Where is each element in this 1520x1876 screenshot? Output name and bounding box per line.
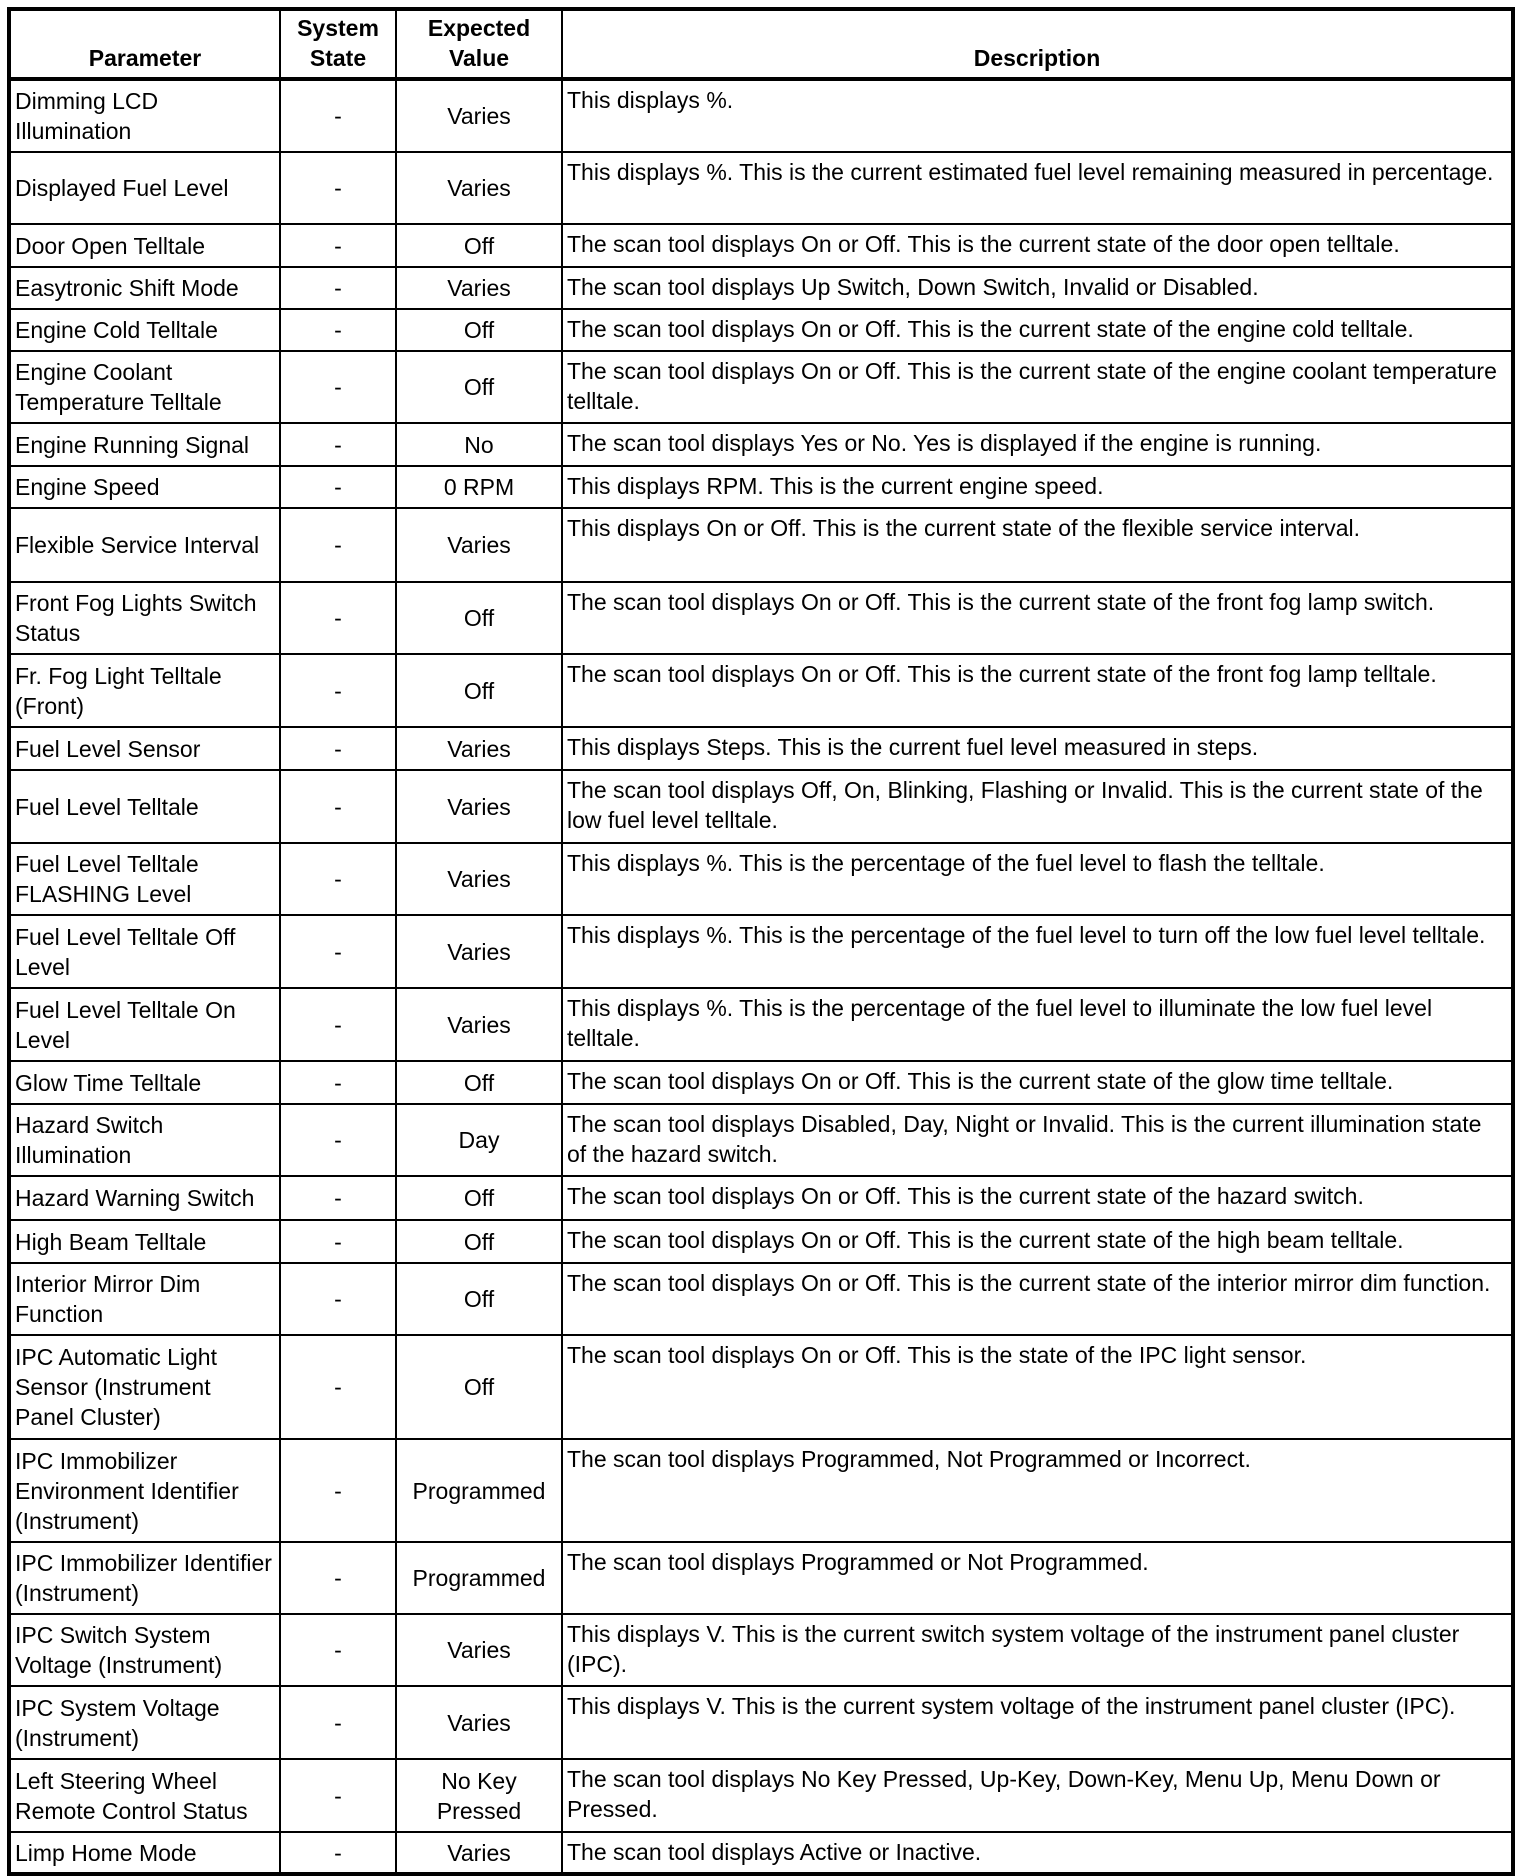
table-row: [9, 1614, 1513, 1686]
parameter-cell: Engine Cold Telltale: [9, 309, 280, 351]
table-row: [9, 508, 1513, 582]
expected-value-cell: Varies: [396, 508, 562, 582]
parameter-cell: Engine Running Signal: [9, 423, 280, 466]
expected-value-cell: Varies: [396, 267, 562, 309]
parameter-cell: Easytronic Shift Mode: [9, 267, 280, 309]
expected-value-cell: Varies: [396, 79, 562, 152]
system-state-cell: -: [280, 423, 396, 466]
description-cell: The scan tool displays On or Off. This is the current state of the front fog lamp telltale.: [562, 654, 1513, 727]
parameter-cell: IPC Immobilizer Environment Identifier (Instrument): [9, 1439, 280, 1542]
header-expected-value: Expected Value: [396, 9, 562, 79]
table-row: [9, 1220, 1513, 1263]
system-state-cell: -: [280, 1542, 396, 1614]
table-row: [9, 309, 1513, 351]
system-state-cell: -: [280, 988, 396, 1061]
table-row: [9, 152, 1513, 224]
parameter-cell: Fuel Level Telltale: [9, 770, 280, 843]
expected-value-cell: Off: [396, 309, 562, 351]
parameter-cell: Fuel Level Telltale FLASHING Level: [9, 843, 280, 915]
expected-value-cell: Varies: [396, 1832, 562, 1874]
parameter-cell: Fuel Level Telltale Off Level: [9, 915, 280, 988]
description-cell: The scan tool displays On or Off. This is the current state of the high beam telltale.: [562, 1220, 1513, 1263]
parameter-cell: Front Fog Lights Switch Status: [9, 582, 280, 654]
description-cell: The scan tool displays Off, On, Blinking, Flashing or Invalid. This is the current state of the low fuel level telltale.: [562, 770, 1513, 843]
system-state-cell: -: [280, 508, 396, 582]
system-state-cell: -: [280, 1220, 396, 1263]
table-row: [9, 1542, 1513, 1614]
description-cell: The scan tool displays On or Off. This is the current state of the engine coolant temperature telltale.: [562, 351, 1513, 423]
description-cell: The scan tool displays Programmed, Not Programmed or Incorrect.: [562, 1439, 1513, 1542]
expected-value-cell: Off: [396, 224, 562, 267]
system-state-cell: -: [280, 770, 396, 843]
table-row: [9, 351, 1513, 423]
table-row: [9, 915, 1513, 988]
parameter-cell: Fr. Fog Light Telltale (Front): [9, 654, 280, 727]
expected-value-cell: Off: [396, 1061, 562, 1104]
expected-value-cell: No Key Pressed: [396, 1759, 562, 1832]
description-cell: The scan tool displays On or Off. This is the current state of the glow time telltale.: [562, 1061, 1513, 1104]
parameter-cell: Hazard Switch Illumination: [9, 1104, 280, 1176]
system-state-cell: -: [280, 1614, 396, 1686]
expected-value-cell: Off: [396, 1263, 562, 1335]
table-row: [9, 466, 1513, 508]
table-row: [9, 654, 1513, 727]
table-row: [9, 79, 1513, 152]
table-row: [9, 582, 1513, 654]
description-cell: This displays V. This is the current switch system voltage of the instrument panel cluster (IPC).: [562, 1614, 1513, 1686]
header-row: [9, 9, 1513, 79]
expected-value-cell: Programmed: [396, 1439, 562, 1542]
header-system-state: System State: [280, 9, 396, 79]
parameter-cell: Glow Time Telltale: [9, 1061, 280, 1104]
system-state-cell: -: [280, 582, 396, 654]
system-state-cell: -: [280, 267, 396, 309]
parameter-cell: Flexible Service Interval: [9, 508, 280, 582]
parameter-cell: Fuel Level Telltale On Level: [9, 988, 280, 1061]
description-cell: The scan tool displays On or Off. This is the current state of the front fog lamp switch.: [562, 582, 1513, 654]
table-row: [9, 988, 1513, 1061]
description-cell: The scan tool displays Disabled, Day, Night or Invalid. This is the current illumination state of the hazard switch.: [562, 1104, 1513, 1176]
expected-value-cell: Off: [396, 1176, 562, 1220]
table-body: [9, 79, 1513, 1874]
expected-value-cell: Off: [396, 1220, 562, 1263]
system-state-cell: -: [280, 1335, 396, 1439]
parameter-cell: IPC Switch System Voltage (Instrument): [9, 1614, 280, 1686]
system-state-cell: -: [280, 1176, 396, 1220]
system-state-cell: -: [280, 1439, 396, 1542]
description-cell: The scan tool displays On or Off. This is the current state of the door open telltale.: [562, 224, 1513, 267]
parameter-cell: IPC System Voltage (Instrument): [9, 1686, 280, 1759]
table-row: [9, 1686, 1513, 1759]
description-cell: This displays %. This is the percentage of the fuel level to flash the telltale.: [562, 843, 1513, 915]
description-cell: The scan tool displays Active or Inactive.: [562, 1832, 1513, 1874]
description-cell: This displays On or Off. This is the current state of the flexible service interval.: [562, 508, 1513, 582]
system-state-cell: -: [280, 79, 396, 152]
description-cell: This displays V. This is the current system voltage of the instrument panel cluster (IPC).: [562, 1686, 1513, 1759]
table-row: [9, 1176, 1513, 1220]
system-state-cell: -: [280, 1263, 396, 1335]
expected-value-cell: 0 RPM: [396, 466, 562, 508]
system-state-cell: -: [280, 654, 396, 727]
expected-value-cell: Varies: [396, 988, 562, 1061]
expected-value-cell: Off: [396, 582, 562, 654]
description-cell: The scan tool displays Up Switch, Down Switch, Invalid or Disabled.: [562, 267, 1513, 309]
scan-tool-parameter-table: [7, 7, 1515, 1876]
expected-value-cell: Off: [396, 1335, 562, 1439]
table-row: [9, 1061, 1513, 1104]
header-description: Description: [562, 9, 1513, 79]
table-row: [9, 1832, 1513, 1874]
expected-value-cell: Varies: [396, 915, 562, 988]
parameter-cell: Left Steering Wheel Remote Control Status: [9, 1759, 280, 1832]
parameter-cell: IPC Immobilizer Identifier (Instrument): [9, 1542, 280, 1614]
system-state-cell: -: [280, 1686, 396, 1759]
parameter-cell: Displayed Fuel Level: [9, 152, 280, 224]
description-cell: The scan tool displays On or Off. This is the current state of the hazard switch.: [562, 1176, 1513, 1220]
parameter-cell: Limp Home Mode: [9, 1832, 280, 1874]
expected-value-cell: Varies: [396, 1686, 562, 1759]
system-state-cell: -: [280, 224, 396, 267]
system-state-cell: -: [280, 351, 396, 423]
system-state-cell: -: [280, 309, 396, 351]
table-row: [9, 224, 1513, 267]
description-cell: This displays %.: [562, 79, 1513, 152]
description-cell: This displays RPM. This is the current engine speed.: [562, 466, 1513, 508]
parameter-cell: Fuel Level Sensor: [9, 727, 280, 770]
table-row: [9, 1104, 1513, 1176]
description-cell: The scan tool displays On or Off. This is the current state of the interior mirror dim function.: [562, 1263, 1513, 1335]
description-cell: This displays %. This is the percentage of the fuel level to illuminate the low fuel level telltale.: [562, 988, 1513, 1061]
table-row: [9, 727, 1513, 770]
parameter-cell: Door Open Telltale: [9, 224, 280, 267]
description-cell: The scan tool displays No Key Pressed, Up-Key, Down-Key, Menu Up, Menu Down or Pressed.: [562, 1759, 1513, 1832]
system-state-cell: -: [280, 466, 396, 508]
parameter-cell: Dimming LCD Illumination: [9, 79, 280, 152]
system-state-cell: -: [280, 843, 396, 915]
description-cell: The scan tool displays On or Off. This is the current state of the engine cold telltale.: [562, 309, 1513, 351]
parameter-cell: Engine Speed: [9, 466, 280, 508]
parameter-cell: IPC Automatic Light Sensor (Instrument Panel Cluster): [9, 1335, 280, 1439]
description-cell: The scan tool displays Yes or No. Yes is displayed if the engine is running.: [562, 423, 1513, 466]
header-parameter: Parameter: [9, 9, 280, 79]
system-state-cell: -: [280, 727, 396, 770]
parameter-cell: Engine Coolant Temperature Telltale: [9, 351, 280, 423]
expected-value-cell: Varies: [396, 727, 562, 770]
expected-value-cell: Programmed: [396, 1542, 562, 1614]
system-state-cell: -: [280, 152, 396, 224]
table-row: [9, 267, 1513, 309]
expected-value-cell: Varies: [396, 152, 562, 224]
parameter-cell: Hazard Warning Switch: [9, 1176, 280, 1220]
expected-value-cell: Varies: [396, 1614, 562, 1686]
description-cell: This displays %. This is the current estimated fuel level remaining measured in percentage.: [562, 152, 1513, 224]
system-state-cell: -: [280, 1061, 396, 1104]
expected-value-cell: Day: [396, 1104, 562, 1176]
description-cell: The scan tool displays On or Off. This is the state of the IPC light sensor.: [562, 1335, 1513, 1439]
system-state-cell: -: [280, 1104, 396, 1176]
table-row: [9, 1335, 1513, 1439]
parameter-cell: High Beam Telltale: [9, 1220, 280, 1263]
table-row: [9, 770, 1513, 843]
expected-value-cell: Off: [396, 351, 562, 423]
system-state-cell: -: [280, 915, 396, 988]
table-row: [9, 1759, 1513, 1832]
description-cell: This displays %. This is the percentage of the fuel level to turn off the low fuel level telltale.: [562, 915, 1513, 988]
description-cell: This displays Steps. This is the current fuel level measured in steps.: [562, 727, 1513, 770]
expected-value-cell: No: [396, 423, 562, 466]
expected-value-cell: Off: [396, 654, 562, 727]
table-row: [9, 423, 1513, 466]
parameter-cell: Interior Mirror Dim Function: [9, 1263, 280, 1335]
expected-value-cell: Varies: [396, 770, 562, 843]
expected-value-cell: Varies: [396, 843, 562, 915]
table-row: [9, 1439, 1513, 1542]
table-row: [9, 843, 1513, 915]
system-state-cell: -: [280, 1832, 396, 1874]
system-state-cell: -: [280, 1759, 396, 1832]
description-cell: The scan tool displays Programmed or Not Programmed.: [562, 1542, 1513, 1614]
table-row: [9, 1263, 1513, 1335]
